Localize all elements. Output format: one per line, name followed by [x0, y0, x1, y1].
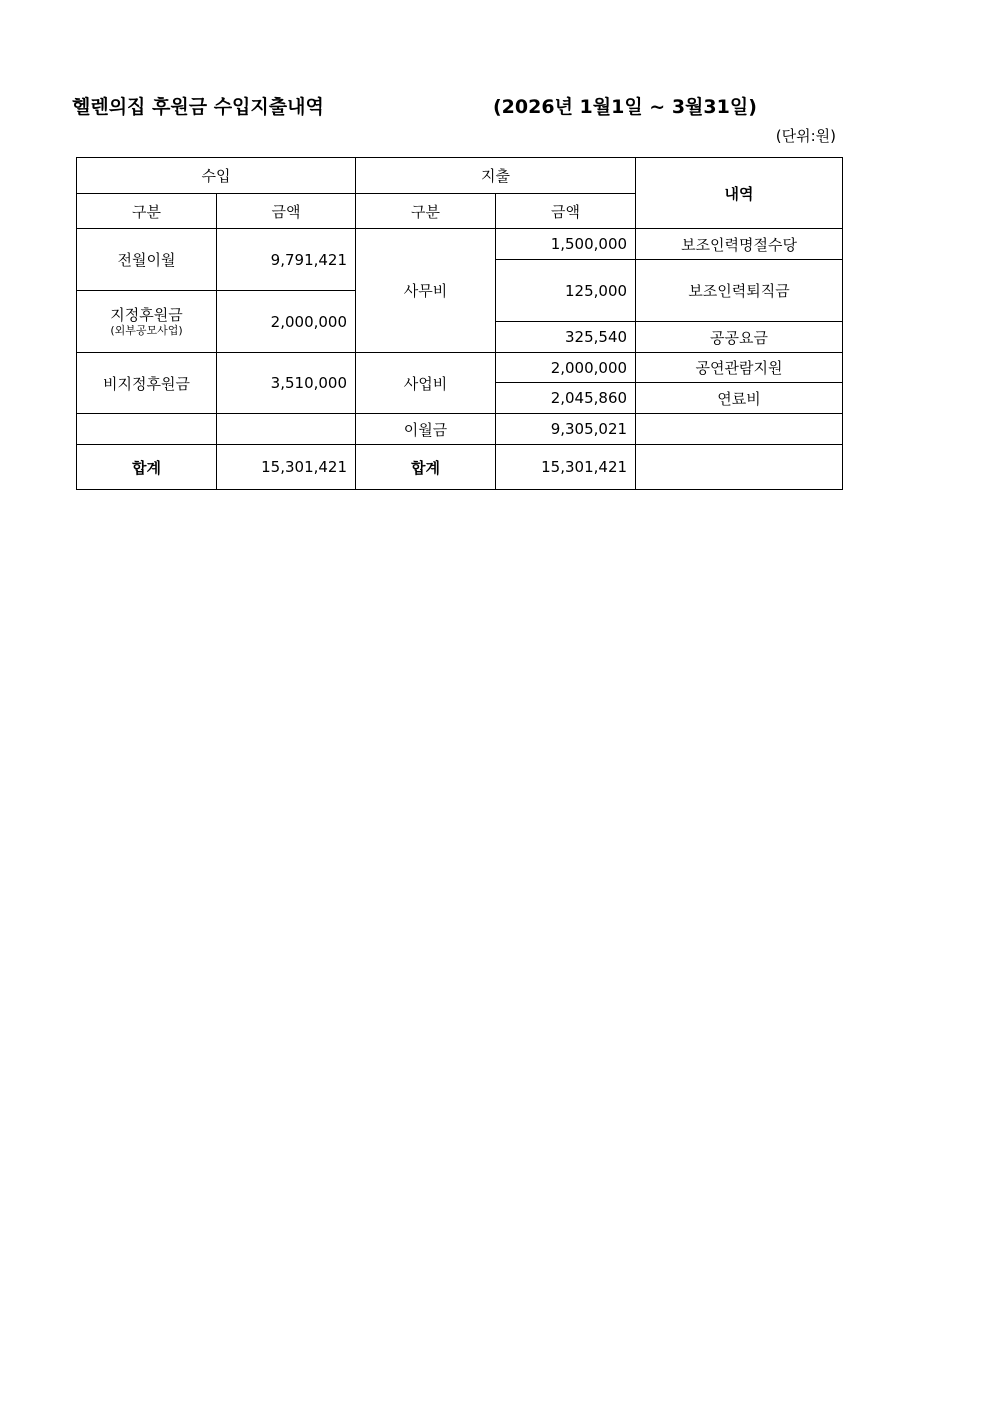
office-item-amount: 325,540 [496, 322, 636, 353]
expense-total-amount: 15,301,421 [496, 445, 636, 490]
empty-cell [636, 414, 843, 445]
office-item-amount: 1,500,000 [496, 229, 636, 260]
carryover-amount: 9,791,421 [217, 229, 356, 291]
header-row-top [77, 158, 843, 194]
office-expense-label: 사무비 [356, 229, 496, 353]
carryover-label: 전월이월 [77, 229, 217, 291]
document-period: (2026년 1월1일 ~ 3월31일) [493, 96, 757, 118]
office-item-detail: 공공요금 [636, 322, 843, 353]
expense-amount-header: 금액 [496, 194, 636, 229]
nondesignated-donation-amount: 3,510,000 [217, 353, 356, 414]
office-item-detail: 보조인력명절수당 [636, 229, 843, 260]
expense-total-label: 합계 [356, 445, 496, 490]
empty-cell [77, 414, 217, 445]
empty-cell [636, 445, 843, 490]
expense-header: 지출 [356, 158, 636, 194]
unit-label: (단위:원) [775, 127, 836, 145]
ledger-table [76, 157, 843, 490]
office-item-detail: 보조인력퇴직금 [636, 260, 843, 322]
table-row [77, 414, 843, 445]
project-item-detail: 연료비 [636, 383, 843, 414]
carry-forward-label: 이월금 [356, 414, 496, 445]
table-row [77, 229, 843, 260]
expense-category-header: 구분 [356, 194, 496, 229]
designated-donation-sub: (외부공모사업) [110, 324, 183, 337]
designated-donation-amount: 2,000,000 [217, 291, 356, 353]
document-title: 헬렌의집 후원금 수입지출내역 [72, 96, 324, 118]
project-item-detail: 공연관람지원 [636, 353, 843, 383]
project-item-amount: 2,000,000 [496, 353, 636, 383]
carry-forward-amount: 9,305,021 [496, 414, 636, 445]
income-amount-header: 금액 [217, 194, 356, 229]
empty-cell [217, 414, 356, 445]
office-item-amount: 125,000 [496, 260, 636, 322]
project-expense-label: 사업비 [356, 353, 496, 414]
income-category-header: 구분 [77, 194, 217, 229]
details-header: 내역 [636, 158, 843, 229]
total-row [77, 445, 843, 490]
table-row [77, 353, 843, 383]
nondesignated-donation-label: 비지정후원금 [77, 353, 217, 414]
income-total-label: 합계 [77, 445, 217, 490]
project-item-amount: 2,045,860 [496, 383, 636, 414]
income-header: 수입 [77, 158, 356, 194]
designated-donation-label [77, 291, 217, 353]
income-total-amount: 15,301,421 [217, 445, 356, 490]
designated-donation-main: 지정후원금 [110, 306, 183, 324]
